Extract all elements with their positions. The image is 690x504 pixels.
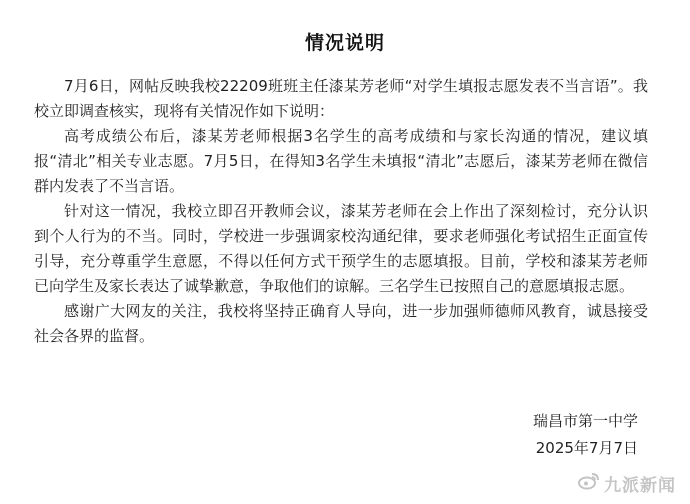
signature-date: 2025年7月7日 bbox=[535, 439, 638, 457]
weibo-icon bbox=[578, 472, 604, 495]
paragraph-3: 针对这一情况，我校立即召开教师会议，漆某芳老师在会上作出了深刻检讨，充分认识到个人行为的不当。同时，学校进一步强调家校沟通纪律，要求老师强化考试招生正面宣传引导，充分尊重学生意愿，不得以任何方式干预学生的志愿填报。目前，学校和漆某芳老师已向学生及家长表达了诚挚歉意，争取他们的谅解。三名学生已按照自己的意愿填报志愿。 bbox=[34, 202, 648, 295]
document-title: 情况说明 bbox=[304, 32, 385, 54]
paragraph-4: 感谢广大网友的关注，我校将坚持正确育人导向，进一步加强师德师风教育，诚恳接受社会各界的监督。 bbox=[34, 302, 648, 345]
paragraph-2: 高考成绩公布后，漆某芳老师根据3名学生的高考成绩和与家长沟通的情况，建议填报“清北”相关专业志愿。7月5日，在得知3名学生未填报“清北”志愿后，漆某芳老师在微信群内发表了不当言语。 bbox=[34, 127, 648, 195]
paragraph-1: 7月6日，网帖反映我校22209班班主任漆某芳老师“对学生填报志愿发表不当言语”。我校立即调查核实，现将有关情况作如下说明： bbox=[34, 77, 648, 120]
document-body bbox=[34, 74, 648, 349]
watermark-text: 九派新闻 bbox=[604, 476, 676, 496]
signature-school: 瑞昌市第一中学 bbox=[532, 412, 638, 430]
watermark bbox=[578, 471, 676, 496]
